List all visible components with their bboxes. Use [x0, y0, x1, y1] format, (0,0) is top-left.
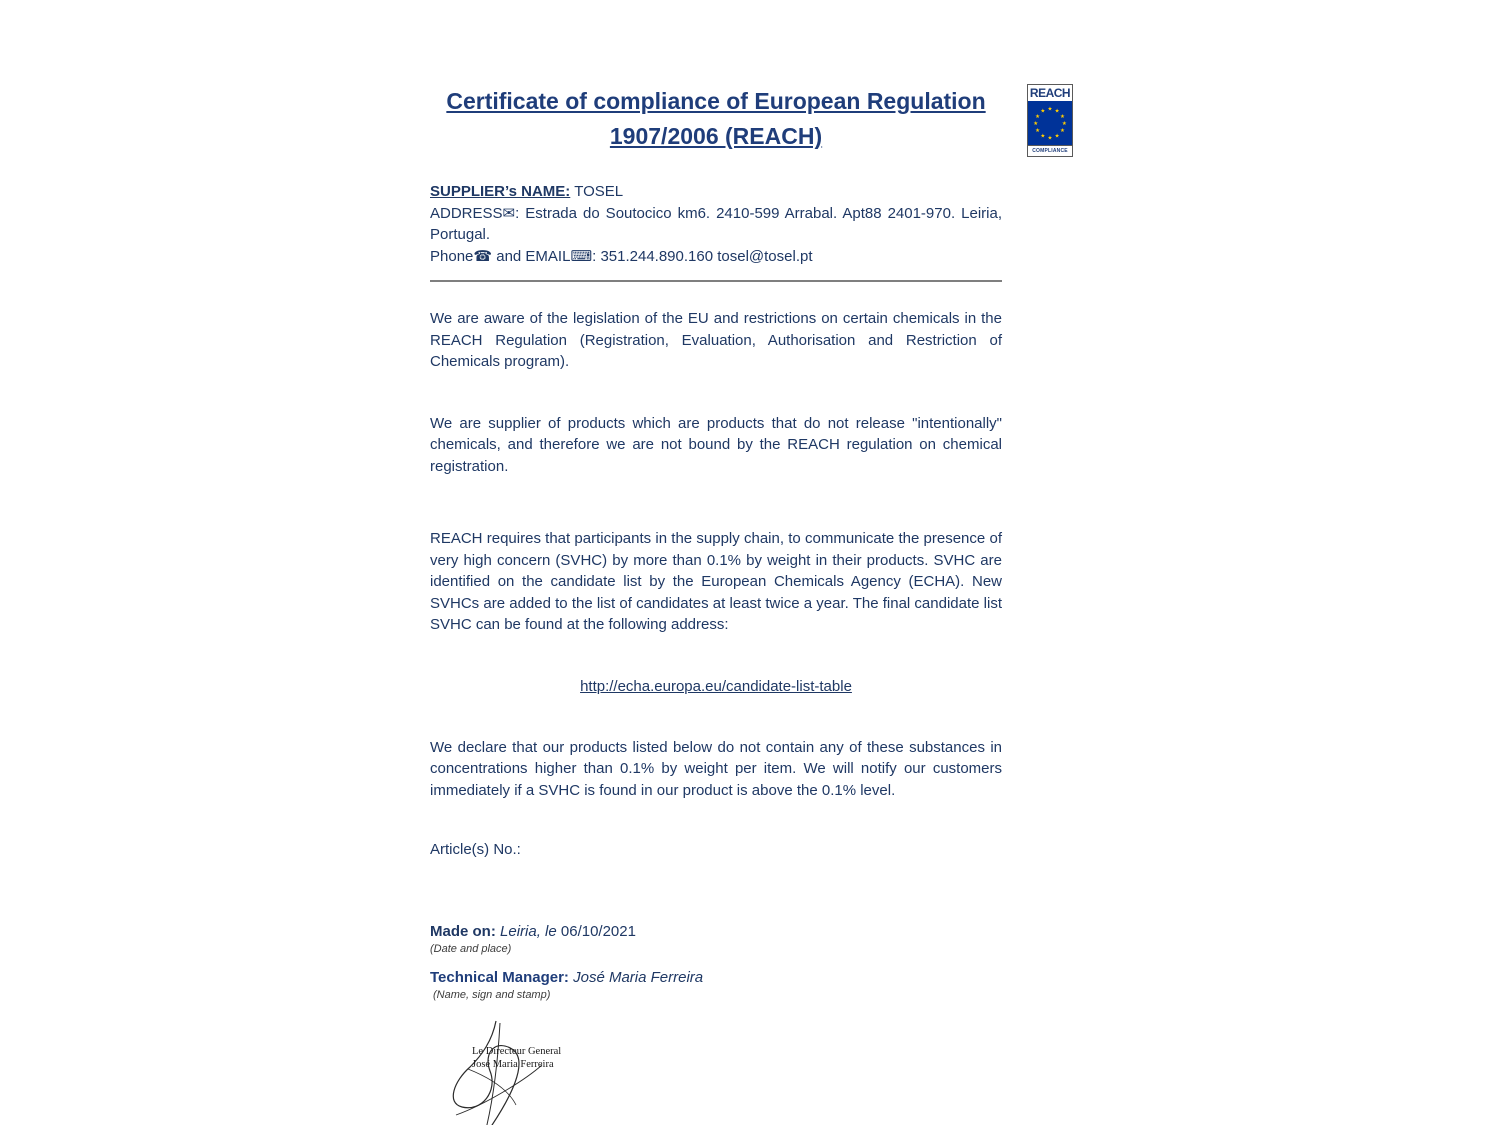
svg-text:★: ★ [1033, 120, 1039, 127]
address-value: : Estrada do Soutocico km6. 2410-599 Arrabal. Apt88 2401-970. Leiria, Portugal. [430, 204, 1002, 243]
candidate-list-link-line [430, 678, 1002, 695]
eu-flag-icon [1028, 101, 1072, 145]
supplier-address-line [430, 203, 1002, 246]
svg-text:★: ★ [1059, 113, 1065, 120]
title-line-2: 1907/2006 (REACH) [609, 122, 823, 149]
made-on-place: Leiria, le [495, 922, 557, 940]
supplier-name-label: SUPPLIER’s NAME: [430, 183, 571, 200]
phone-icon: ☎ [473, 247, 493, 265]
contact-value: : 351.244.890.160 tosel@tosel.pt [592, 247, 813, 265]
supplier-name-value: TOSEL [570, 183, 624, 200]
paragraph-reach-requirements: REACH requires that participants in the supply chain, to communicate the presence of very high concern (SVHC) by more than 0.1% by weight in their products. SVHC are identified on the candidate list by the European Chemicals Agency (ECHA). New SVHCs are added to the list of candidates at least twice a year. The final candidate list SVHC can be found at the following address: [430, 530, 1002, 633]
title-line-1: Certificate of compliance of European Regulation [446, 88, 986, 114]
envelope-icon: ✉ [502, 204, 516, 222]
svg-text:★: ★ [1061, 120, 1067, 127]
signature-text [472, 1045, 561, 1071]
svg-text:★: ★ [1035, 113, 1041, 120]
svg-text:★: ★ [1035, 128, 1041, 135]
technical-manager-caption: (Name, sign and stamp) [433, 988, 551, 1001]
svg-text:★: ★ [1054, 108, 1060, 115]
supplier-contact-line [430, 246, 1002, 268]
supplier-block [430, 181, 1002, 267]
horizontal-divider [430, 280, 1002, 282]
svg-text:★: ★ [1047, 106, 1053, 113]
made-on-caption: (Date and place) [430, 942, 512, 955]
document-body [430, 84, 1002, 1125]
made-on-label: Made on: [430, 922, 496, 940]
page-title [430, 84, 1002, 153]
svg-text:★: ★ [1047, 135, 1053, 142]
made-on-line [430, 923, 1002, 940]
svg-text:★: ★ [1040, 108, 1046, 115]
technical-manager-line [430, 969, 1002, 986]
supplier-name-line [430, 181, 1002, 203]
signature-scribble-icon [438, 1019, 598, 1125]
signature-line-2: José Maria Ferreira [472, 1058, 554, 1070]
candidate-list-link[interactable]: http://echa.europa.eu/candidate-list-table [580, 677, 852, 695]
reach-logo-compliance-label: COMPLIANCE [1028, 145, 1072, 156]
reach-compliance-logo [1027, 84, 1073, 157]
phone-label: Phone [430, 247, 474, 265]
email-label: and EMAIL [492, 247, 571, 265]
paragraph-awareness: We are aware of the legislation of the EU and restrictions on certain chemicals in the REACH Regulation (Registration, Evaluation, Authorisation and Restriction of Chemicals program). [430, 310, 1002, 370]
reach-logo-title: REACH [1029, 86, 1071, 100]
technical-manager-name: José Maria Ferreira [568, 968, 704, 986]
paragraph-supplier-statement: We are supplier of products which are products that do not release "intentionally" chemicals, and therefore we are not bound by the REACH regulation on chemical registration. [430, 414, 1002, 475]
article-number-label: Article(s) No.: [430, 841, 521, 858]
technical-manager-label: Technical Manager: [430, 968, 569, 986]
made-on-date: 06/10/2021 [556, 922, 636, 940]
signature-line-1: Le Directeur General [472, 1045, 562, 1057]
paragraph-declaration: We declare that our products listed below do not contain any of these substances in concentrations higher than 0.1% by weight per item. We will notify our customers immediately if a SVHC is found in our product is above the 0.1% level. [430, 738, 1002, 799]
svg-text:★: ★ [1040, 133, 1046, 140]
svg-text:★: ★ [1059, 128, 1065, 135]
computer-icon: ⌨ [570, 247, 593, 265]
svg-text:★: ★ [1054, 133, 1060, 140]
signature-block [438, 1019, 598, 1125]
address-label: ADDRESS [430, 204, 503, 222]
